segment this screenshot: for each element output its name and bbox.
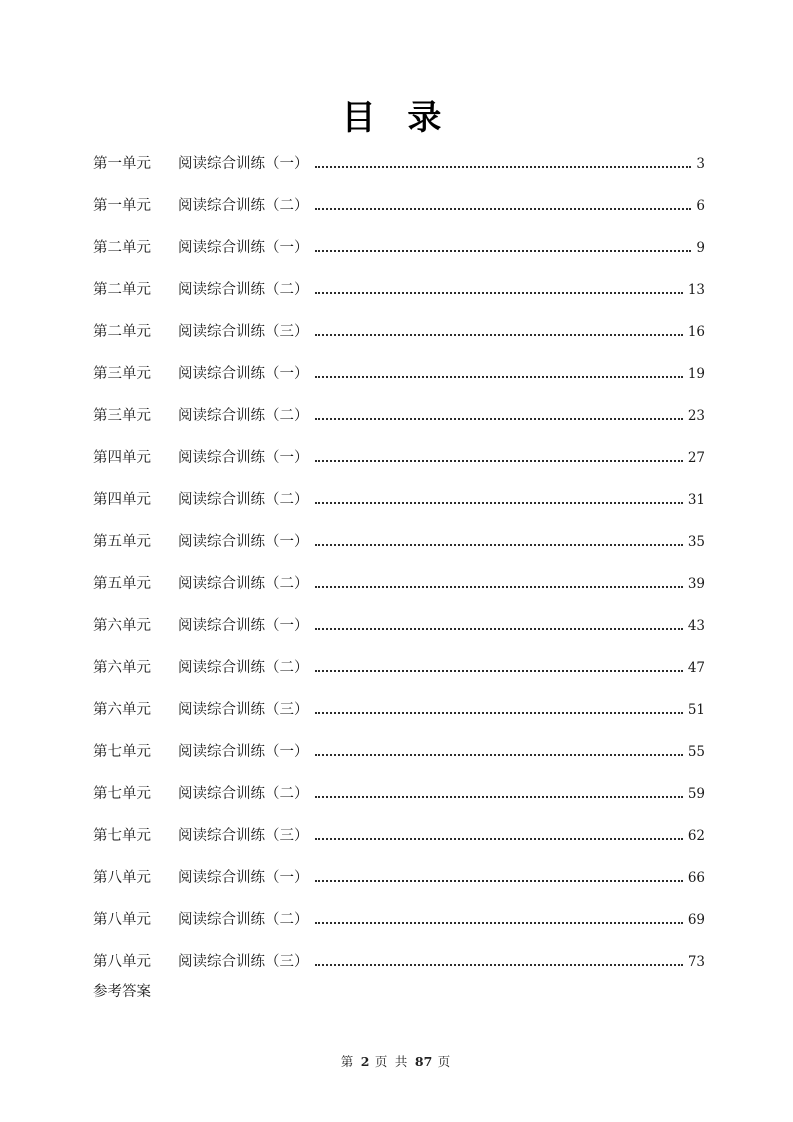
dot-leader <box>315 796 683 798</box>
dot-leader <box>315 334 683 336</box>
toc-entry-title: 阅读综合训练（二） <box>178 912 309 928</box>
dot-leader <box>315 544 683 546</box>
toc-entry[interactable] <box>93 660 705 676</box>
toc-entry-unit: 第一单元 <box>93 156 151 172</box>
toc-entry-title: 阅读综合训练（二） <box>178 576 309 592</box>
toc-entry-page-number: 31 <box>687 492 705 508</box>
toc-entry[interactable] <box>93 912 705 928</box>
toc-entry-title: 阅读综合训练（三） <box>178 324 309 340</box>
toc-entry-page-number: 3 <box>696 156 705 172</box>
toc-entry[interactable] <box>93 366 705 382</box>
toc-entry-title: 阅读综合训练（二） <box>178 282 309 298</box>
toc-entry-page-number: 51 <box>687 702 705 718</box>
toc-entry-page-number: 35 <box>687 534 705 550</box>
footer-text-middle: 页 共 <box>374 1055 410 1069</box>
toc-entry-page-number: 69 <box>687 912 705 928</box>
dot-leader <box>315 376 683 378</box>
toc-entry-title: 阅读综合训练（一） <box>178 450 309 466</box>
toc-entry-unit: 第八单元 <box>93 954 151 970</box>
footer-text-prefix: 第 <box>340 1055 356 1069</box>
toc-entry[interactable] <box>93 156 705 172</box>
dot-leader <box>315 586 683 588</box>
toc-entry[interactable] <box>93 954 705 970</box>
toc-entry-title: 阅读综合训练（二） <box>178 660 309 676</box>
dot-leader <box>315 418 683 420</box>
toc-entry-unit: 第二单元 <box>93 324 151 340</box>
toc-list <box>93 156 705 996</box>
toc-entry-unit: 第五单元 <box>93 576 151 592</box>
page-title: 目 录 <box>341 98 452 138</box>
dot-leader <box>315 838 683 840</box>
dot-leader <box>315 208 692 210</box>
dot-leader <box>315 964 683 966</box>
toc-entry-page-number: 39 <box>687 576 705 592</box>
toc-entry-unit: 第四单元 <box>93 492 151 508</box>
toc-entry[interactable] <box>93 450 705 466</box>
toc-entry[interactable] <box>93 828 705 844</box>
toc-entry-unit: 第八单元 <box>93 912 151 928</box>
toc-entry-title: 阅读综合训练（二） <box>178 786 309 802</box>
toc-entry-unit: 第二单元 <box>93 282 151 298</box>
toc-entry-title: 阅读综合训练（一） <box>178 366 309 382</box>
toc-entry-unit: 第二单元 <box>93 240 151 256</box>
toc-entry-title: 阅读综合训练（一） <box>178 240 309 256</box>
toc-entry[interactable] <box>93 408 705 424</box>
toc-entry-title: 阅读综合训练（一） <box>178 618 309 634</box>
toc-entry-answers[interactable]: 参考答案 <box>93 984 151 1000</box>
dot-leader <box>315 670 683 672</box>
toc-entry-unit: 第七单元 <box>93 828 151 844</box>
toc-entry-page-number: 66 <box>687 870 705 886</box>
toc-entry-unit: 第八单元 <box>93 870 151 886</box>
toc-entry-title: 阅读综合训练（一） <box>178 870 309 886</box>
toc-entry-title: 阅读综合训练（一） <box>178 534 309 550</box>
dot-leader <box>315 880 683 882</box>
toc-entry[interactable] <box>93 618 705 634</box>
dot-leader <box>315 292 683 294</box>
toc-entry-page-number: 47 <box>687 660 705 676</box>
toc-entry[interactable] <box>93 324 705 340</box>
toc-entry-title: 阅读综合训练（三） <box>178 702 309 718</box>
toc-entry-page-number: 43 <box>687 618 705 634</box>
toc-entry[interactable] <box>93 786 705 802</box>
toc-entry-title: 阅读综合训练（二） <box>178 198 309 214</box>
toc-entry-unit: 第六单元 <box>93 702 151 718</box>
toc-entry-page-number: 19 <box>687 366 705 382</box>
toc-entry-title: 阅读综合训练（二） <box>178 408 309 424</box>
toc-entry-page-number: 16 <box>687 324 705 340</box>
toc-entry-unit: 第六单元 <box>93 618 151 634</box>
page-footer <box>0 1052 793 1070</box>
toc-entry[interactable] <box>93 282 705 298</box>
toc-entry-title: 阅读综合训练（一） <box>178 156 309 172</box>
toc-entry-title: 阅读综合训练（三） <box>178 954 309 970</box>
toc-entry-unit: 第一单元 <box>93 198 151 214</box>
dot-leader <box>315 712 683 714</box>
toc-entry-page-number: 6 <box>696 198 705 214</box>
dot-leader <box>315 166 692 168</box>
toc-entry-unit: 第七单元 <box>93 786 151 802</box>
toc-entry[interactable] <box>93 198 705 214</box>
toc-entry-title: 阅读综合训练（三） <box>178 828 309 844</box>
toc-entry-unit: 第五单元 <box>93 534 151 550</box>
toc-entry-unit: 第四单元 <box>93 450 151 466</box>
toc-entry[interactable] <box>93 492 705 508</box>
toc-entry-unit: 第三单元 <box>93 408 151 424</box>
toc-entry-page-number: 13 <box>687 282 705 298</box>
toc-entry[interactable] <box>93 744 705 760</box>
toc-entry[interactable] <box>93 240 705 256</box>
toc-entry-page-number: 55 <box>687 744 705 760</box>
dot-leader <box>315 460 683 462</box>
current-page-number: 2 <box>360 1054 370 1069</box>
dot-leader <box>315 628 683 630</box>
toc-entry-page-number: 23 <box>687 408 705 424</box>
toc-entry-page-number: 9 <box>696 240 705 256</box>
toc-entry[interactable] <box>93 870 705 886</box>
dot-leader <box>315 502 683 504</box>
dot-leader <box>315 922 683 924</box>
total-page-count: 87 <box>414 1054 433 1069</box>
dot-leader <box>315 754 683 756</box>
toc-entry-page-number: 27 <box>687 450 705 466</box>
toc-entry-page-number: 62 <box>687 828 705 844</box>
toc-entry-unit: 第六单元 <box>93 660 151 676</box>
toc-entry-title: 阅读综合训练（一） <box>178 744 309 760</box>
toc-entry[interactable] <box>93 576 705 592</box>
dot-leader <box>315 250 692 252</box>
footer-text-suffix: 页 <box>437 1055 453 1069</box>
toc-entry-page-number: 59 <box>687 786 705 802</box>
toc-entry-unit: 第三单元 <box>93 366 151 382</box>
toc-entry-title: 阅读综合训练（二） <box>178 492 309 508</box>
toc-entry-unit: 第七单元 <box>93 744 151 760</box>
toc-entry-page-number: 73 <box>687 954 705 970</box>
toc-entry[interactable] <box>93 702 705 718</box>
toc-entry[interactable] <box>93 534 705 550</box>
